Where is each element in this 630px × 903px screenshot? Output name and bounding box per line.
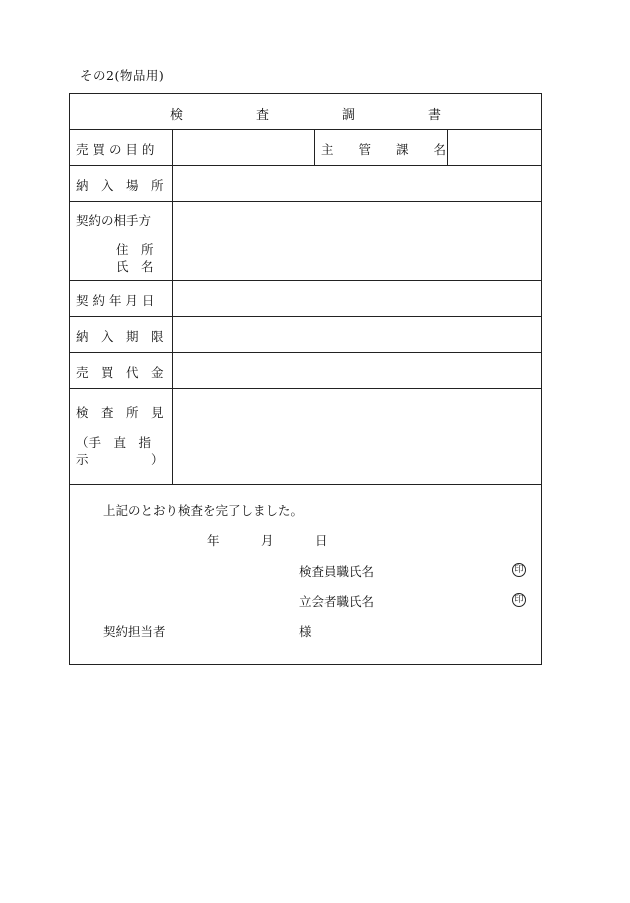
deadline-field[interactable] bbox=[172, 317, 542, 352]
opinion-label: 検 査 所 見 bbox=[76, 405, 164, 420]
delivery-place-row bbox=[70, 166, 541, 202]
purpose-field[interactable] bbox=[172, 130, 314, 165]
name-label: 氏 名 bbox=[116, 259, 154, 274]
purpose-label: 売 買 の 目 的 bbox=[76, 142, 155, 157]
year-label: 年 bbox=[207, 533, 220, 548]
form-title: 検 査 調 書 bbox=[169, 108, 471, 123]
witness-seal: 印 bbox=[512, 593, 526, 607]
completion-statement: 上記のとおり検査を完了しました。 bbox=[103, 503, 304, 518]
deadline-label: 納 入 期 限 bbox=[76, 329, 164, 344]
contract-officer-label: 契約担当者 bbox=[103, 624, 166, 639]
section-label: 主 管 課 名 bbox=[321, 142, 447, 157]
price-row bbox=[70, 353, 541, 389]
inspector-label: 検査員職氏名 bbox=[299, 564, 375, 579]
honorific-label: 様 bbox=[299, 624, 312, 639]
opinion-note-line2: 示 ） bbox=[76, 452, 164, 467]
counterparty-label: 契約の相手方 bbox=[76, 213, 152, 228]
contract-date-label: 契 約 年 月 日 bbox=[76, 293, 155, 308]
month-label: 月 bbox=[261, 533, 274, 548]
inspector-seal: 印 bbox=[512, 563, 526, 577]
contract-date-field[interactable] bbox=[172, 281, 542, 316]
opinion-field[interactable] bbox=[172, 389, 542, 484]
price-label: 売 買 代 金 bbox=[76, 365, 164, 380]
delivery-place-field[interactable] bbox=[172, 166, 542, 201]
form-caption: その2(物品用) bbox=[80, 68, 165, 83]
day-label: 日 bbox=[315, 533, 328, 548]
title-row bbox=[70, 94, 541, 130]
address-label: 住 所 bbox=[116, 242, 154, 257]
opinion-note-line1: （手 直 指 bbox=[76, 435, 152, 450]
contract-date-row bbox=[70, 281, 541, 317]
counterparty-row bbox=[70, 202, 541, 281]
witness-label: 立会者職氏名 bbox=[299, 594, 375, 609]
section-field[interactable] bbox=[447, 130, 542, 165]
counterparty-field[interactable] bbox=[172, 202, 542, 280]
price-field[interactable] bbox=[172, 353, 542, 388]
deadline-row bbox=[70, 317, 541, 353]
opinion-row bbox=[70, 389, 541, 485]
inspection-form bbox=[69, 93, 542, 665]
purpose-row bbox=[70, 130, 541, 166]
delivery-place-label: 納 入 場 所 bbox=[76, 178, 164, 193]
